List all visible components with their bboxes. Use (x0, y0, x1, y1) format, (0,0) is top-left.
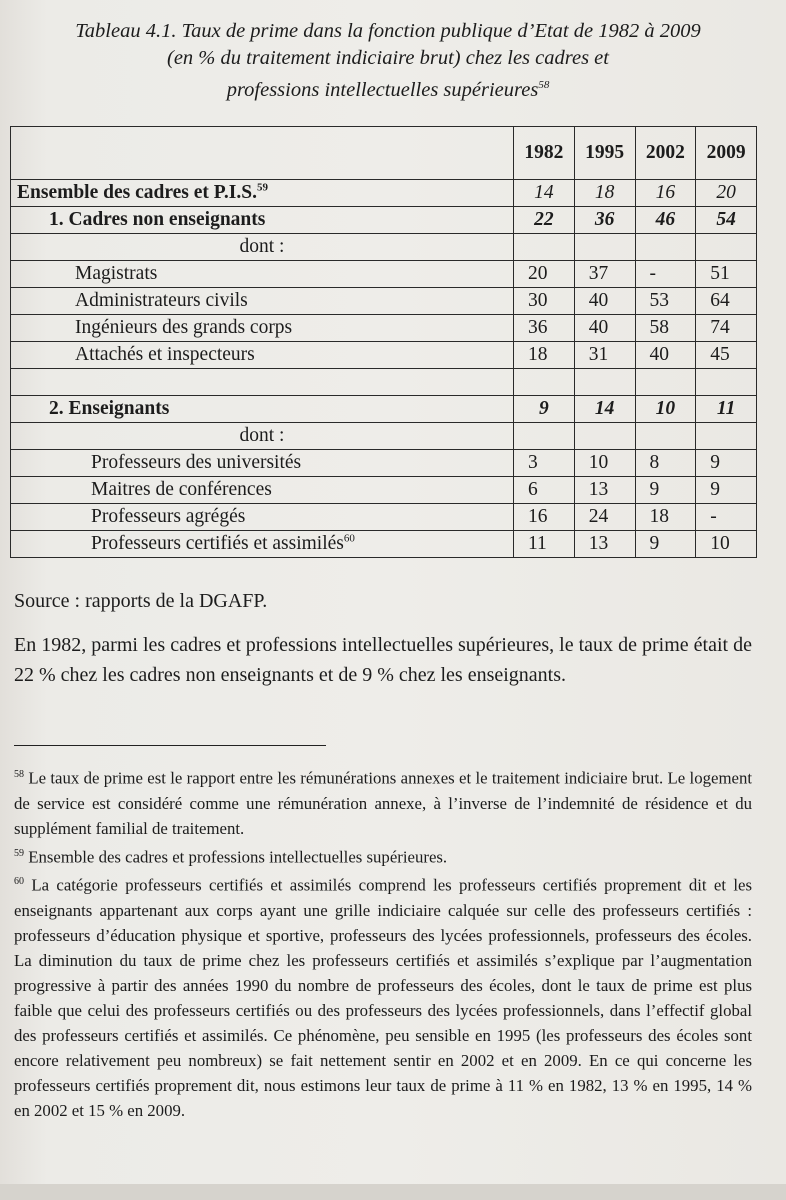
row-value: 13 (574, 477, 635, 504)
row-value: 40 (635, 342, 696, 369)
row-value: 8 (635, 450, 696, 477)
group-value: 11 (696, 396, 757, 423)
total-label-cell (11, 180, 514, 207)
footnote-number: 60 (14, 876, 24, 888)
footnote-text: La catégorie professeurs certifiés et assimilés comprend les professeurs certifiés proprement dit et les enseignants appartenant aux corps ayant une grille indiciaire calquée sur celle des professeurs certifiés : professeurs d’éducation physique et sportive, professeurs des lycées professionnels, professeurs des écoles. La diminution du taux de prime chez les professeurs certifiés et assimilés s’explique par l’augmentation progressive à partir des années 1990 du nombre de professeurs des écoles, dont le taux de prime est plus faible que celui des professeurs certifiés ou des professeurs des lycées professionnels, dans l’effectif global des professeurs certifiés et assimilés. Ce phénomène, peu sensible en 1995 (les professeurs des écoles sont encore relativement peu nombreux) se fait nettement sentir en 2002 et en 2009. En ce qui concerne les professeurs certifiés proprement dit, nous estimons leur taux de prime à 11 % en 1982, 13 % en 1995, 14 % en 2002 et 15 % en 2009. (14, 875, 752, 1120)
empty-cell (696, 234, 757, 261)
row-value: 10 (574, 450, 635, 477)
footnote (14, 762, 752, 841)
row-value: - (696, 504, 757, 531)
group-value: 10 (635, 396, 696, 423)
row-value: 40 (574, 288, 635, 315)
table-row (11, 342, 757, 369)
row-label: Magistrats (11, 261, 514, 288)
dont-label: dont : (11, 423, 514, 450)
dont-row (11, 423, 757, 450)
header-empty-cell (11, 127, 514, 180)
dont-label: dont : (11, 234, 514, 261)
group-value: 22 (514, 207, 575, 234)
row-value: 9 (635, 531, 696, 558)
year-header: 1995 (574, 127, 635, 180)
empty-cell (574, 369, 635, 396)
row-value: 9 (696, 477, 757, 504)
row-label: Professeurs certifiés et assimilés (91, 533, 344, 554)
year-header: 1982 (514, 127, 575, 180)
row-value: 74 (696, 315, 757, 342)
footnote-separator (14, 745, 326, 746)
row-value: 64 (696, 288, 757, 315)
table-row (11, 477, 757, 504)
table-caption (8, 18, 768, 104)
row-label: Maitres de conférences (11, 477, 514, 504)
group-value: 54 (696, 207, 757, 234)
row-value: 20 (514, 261, 575, 288)
spacer-row (11, 369, 757, 396)
page-edge (0, 1184, 786, 1200)
row-value: 9 (696, 450, 757, 477)
row-value: 58 (635, 315, 696, 342)
row-footnote-ref: 60 (343, 532, 355, 545)
table-row (11, 450, 757, 477)
group-value: 9 (514, 396, 575, 423)
footnote-text: Ensemble des cadres et professions intellectuelles supérieures. (28, 847, 448, 867)
table-row (11, 261, 757, 288)
row-value: 3 (514, 450, 575, 477)
row-value: 51 (696, 261, 757, 288)
year-header: 2002 (635, 127, 696, 180)
row-value: 6 (514, 477, 575, 504)
group-value: 46 (635, 207, 696, 234)
table-row (11, 315, 757, 342)
empty-cell (574, 423, 635, 450)
empty-cell (514, 369, 575, 396)
row-value: 10 (696, 531, 757, 558)
row-value: 37 (574, 261, 635, 288)
empty-cell (574, 234, 635, 261)
row-value: 31 (574, 342, 635, 369)
total-value: 16 (635, 180, 696, 207)
row-label: Attachés et inspecteurs (11, 342, 514, 369)
footnote-text: Le taux de prime est le rapport entre les rémunérations annexes et le traitement indiciaire brut. Le logement de service est considéré comme une rémunération annexe, à l’inverse de l’indemnité de résidence et du supplément familial de traitement. (14, 768, 752, 838)
table-header-row (11, 127, 757, 180)
table-row (11, 288, 757, 315)
row-value: 18 (514, 342, 575, 369)
empty-cell (635, 423, 696, 450)
footnote-number: 59 (14, 847, 24, 859)
group-label: 2. Enseignants (11, 396, 514, 423)
group-row-cadres-non-enseignants (11, 207, 757, 234)
total-footnote-ref: 59 (256, 181, 268, 194)
footnote (14, 841, 752, 870)
row-value: 18 (635, 504, 696, 531)
row-value: - (635, 261, 696, 288)
group-row-enseignants (11, 396, 757, 423)
group-value: 36 (574, 207, 635, 234)
row-value: 36 (514, 315, 575, 342)
row-value: 45 (696, 342, 757, 369)
premium-rate-table (10, 126, 757, 558)
empty-cell (696, 369, 757, 396)
total-value: 20 (696, 180, 757, 207)
group-value: 14 (574, 396, 635, 423)
table-row (11, 531, 757, 558)
row-value: 9 (635, 477, 696, 504)
footnote-number: 58 (14, 769, 24, 780)
empty-cell (696, 423, 757, 450)
caption-line-3 (8, 72, 768, 104)
row-value: 13 (574, 531, 635, 558)
empty-cell (514, 234, 575, 261)
row-value: 16 (514, 504, 575, 531)
caption-line-1: Tableau 4.1. Taux de prime dans la fonction publique d’Etat de 1982 à 2009 (75, 20, 701, 42)
body-paragraph: En 1982, parmi les cadres et professions intellectuelles supérieures, le taux de prime était de 22 % chez les cadres non enseignants et de 9 % chez les enseignants. (14, 634, 752, 686)
group-label: 1. Cadres non enseignants (11, 207, 514, 234)
table-source: Source : rapports de la DGAFP. (14, 590, 268, 612)
footnote (14, 869, 752, 1123)
row-label: Professeurs des universités (11, 450, 514, 477)
row-value: 40 (574, 315, 635, 342)
total-row (11, 180, 757, 207)
year-header: 2009 (696, 127, 757, 180)
empty-cell (514, 423, 575, 450)
row-label-cell (11, 531, 514, 558)
row-label: Ingénieurs des grands corps (11, 315, 514, 342)
total-value: 14 (514, 180, 575, 207)
caption-line-2: (en % du traitement indiciaire brut) chez les cadres et (167, 47, 609, 69)
row-value: 24 (574, 504, 635, 531)
footnotes (14, 762, 752, 1123)
row-label: Professeurs agrégés (11, 504, 514, 531)
table-row (11, 504, 757, 531)
empty-cell (11, 369, 514, 396)
row-value: 53 (635, 288, 696, 315)
dont-row (11, 234, 757, 261)
row-label: Administrateurs civils (11, 288, 514, 315)
empty-cell (635, 369, 696, 396)
caption-footnote-ref: 58 (538, 79, 550, 91)
row-value: 30 (514, 288, 575, 315)
total-value: 18 (574, 180, 635, 207)
total-label: Ensemble des cadres et P.I.S. (17, 182, 257, 203)
row-value: 11 (514, 531, 575, 558)
caption-line-3-text: professions intellectuelles supérieures (226, 78, 539, 101)
empty-cell (635, 234, 696, 261)
